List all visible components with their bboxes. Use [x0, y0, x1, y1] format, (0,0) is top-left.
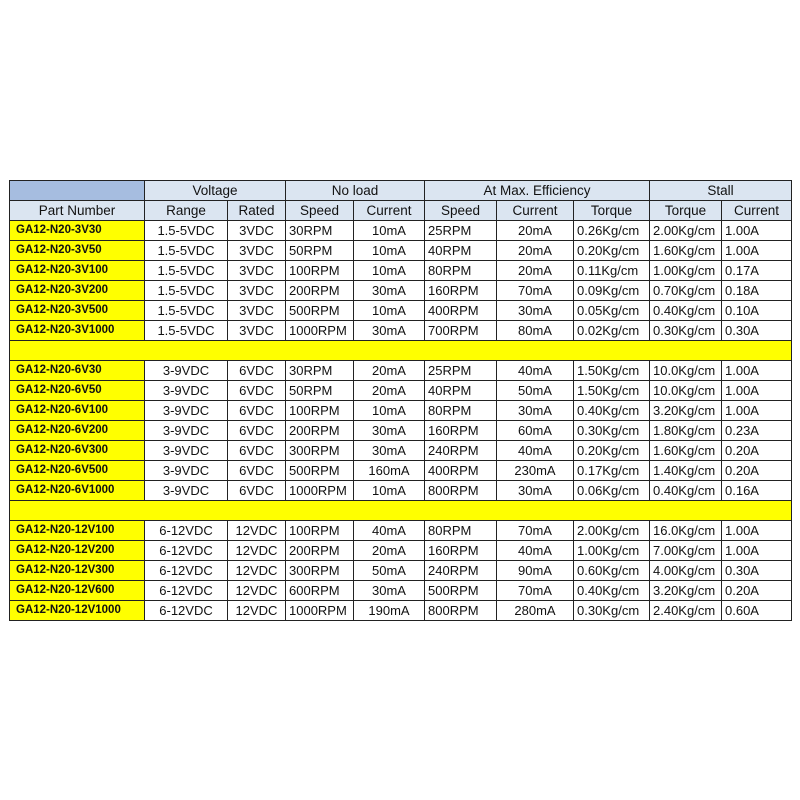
cell-rated: 12VDC: [228, 521, 286, 541]
cell-no-load-speed: 1000RPM: [286, 321, 354, 341]
header-rated: Rated: [228, 201, 286, 221]
cell-part-number: GA12-N20-6V300: [10, 441, 145, 461]
cell-eff-current: 70mA: [497, 521, 574, 541]
table-row: [10, 401, 792, 421]
cell-stall-current: 0.18A: [722, 281, 792, 301]
cell-stall-torque: 1.80Kg/cm: [650, 421, 722, 441]
cell-eff-torque: 0.26Kg/cm: [574, 221, 650, 241]
cell-eff-torque: 0.20Kg/cm: [574, 441, 650, 461]
cell-range: 6-12VDC: [145, 601, 228, 621]
header-row-groups: [10, 181, 792, 201]
cell-eff-speed: 800RPM: [425, 601, 497, 621]
cell-part-number: GA12-N20-3V500: [10, 301, 145, 321]
cell-eff-current: 60mA: [497, 421, 574, 441]
header-no-load-speed: Speed: [286, 201, 354, 221]
cell-no-load-speed: 500RPM: [286, 461, 354, 481]
cell-rated: 3VDC: [228, 221, 286, 241]
table-row: [10, 321, 792, 341]
cell-range: 3-9VDC: [145, 381, 228, 401]
cell-eff-speed: 160RPM: [425, 541, 497, 561]
cell-part-number: GA12-N20-12V1000: [10, 601, 145, 621]
cell-stall-current: 0.30A: [722, 561, 792, 581]
cell-stall-torque: 2.00Kg/cm: [650, 221, 722, 241]
cell-stall-torque: 3.20Kg/cm: [650, 401, 722, 421]
cell-range: 1.5-5VDC: [145, 301, 228, 321]
cell-no-load-speed: 30RPM: [286, 361, 354, 381]
cell-part-number: GA12-N20-12V300: [10, 561, 145, 581]
cell-part-number: GA12-N20-6V100: [10, 401, 145, 421]
cell-eff-speed: 25RPM: [425, 221, 497, 241]
header-stall-current: Current: [722, 201, 792, 221]
cell-eff-current: 50mA: [497, 381, 574, 401]
cell-range: 1.5-5VDC: [145, 221, 228, 241]
cell-stall-current: 1.00A: [722, 401, 792, 421]
cell-part-number: GA12-N20-3V1000: [10, 321, 145, 341]
cell-no-load-current: 20mA: [354, 541, 425, 561]
cell-no-load-current: 20mA: [354, 361, 425, 381]
table-row: [10, 481, 792, 501]
cell-eff-speed: 800RPM: [425, 481, 497, 501]
cell-no-load-speed: 200RPM: [286, 421, 354, 441]
cell-eff-torque: 0.40Kg/cm: [574, 401, 650, 421]
cell-eff-torque: 0.05Kg/cm: [574, 301, 650, 321]
cell-eff-speed: 40RPM: [425, 241, 497, 261]
cell-eff-current: 230mA: [497, 461, 574, 481]
cell-part-number: GA12-N20-3V30: [10, 221, 145, 241]
cell-stall-current: 0.30A: [722, 321, 792, 341]
cell-range: 6-12VDC: [145, 561, 228, 581]
cell-stall-current: 1.00A: [722, 381, 792, 401]
cell-stall-current: 0.10A: [722, 301, 792, 321]
cell-no-load-speed: 200RPM: [286, 281, 354, 301]
cell-no-load-current: 190mA: [354, 601, 425, 621]
cell-stall-current: 1.00A: [722, 541, 792, 561]
cell-eff-speed: 160RPM: [425, 281, 497, 301]
corner-cell: [10, 181, 145, 201]
cell-eff-speed: 80RPM: [425, 261, 497, 281]
cell-no-load-speed: 30RPM: [286, 221, 354, 241]
cell-stall-current: 1.00A: [722, 241, 792, 261]
cell-no-load-current: 10mA: [354, 481, 425, 501]
cell-eff-current: 90mA: [497, 561, 574, 581]
cell-stall-torque: 3.20Kg/cm: [650, 581, 722, 601]
cell-eff-current: 280mA: [497, 601, 574, 621]
cell-eff-torque: 0.09Kg/cm: [574, 281, 650, 301]
cell-eff-torque: 1.50Kg/cm: [574, 381, 650, 401]
cell-part-number: GA12-N20-12V100: [10, 521, 145, 541]
cell-no-load-current: 50mA: [354, 561, 425, 581]
cell-eff-torque: 1.00Kg/cm: [574, 541, 650, 561]
cell-no-load-speed: 1000RPM: [286, 481, 354, 501]
cell-part-number: GA12-N20-6V500: [10, 461, 145, 481]
cell-part-number: GA12-N20-6V50: [10, 381, 145, 401]
cell-range: 6-12VDC: [145, 581, 228, 601]
header-eff-speed: Speed: [425, 201, 497, 221]
cell-eff-torque: 2.00Kg/cm: [574, 521, 650, 541]
cell-range: 1.5-5VDC: [145, 241, 228, 261]
cell-range: 6-12VDC: [145, 521, 228, 541]
cell-stall-torque: 0.40Kg/cm: [650, 301, 722, 321]
cell-rated: 6VDC: [228, 401, 286, 421]
header-part-number: Part Number: [10, 201, 145, 221]
cell-rated: 12VDC: [228, 601, 286, 621]
cell-rated: 3VDC: [228, 321, 286, 341]
header-at-max-efficiency: At Max. Efficiency: [425, 181, 650, 201]
cell-eff-torque: 0.30Kg/cm: [574, 421, 650, 441]
cell-stall-current: 1.00A: [722, 221, 792, 241]
cell-part-number: GA12-N20-6V1000: [10, 481, 145, 501]
cell-range: 6-12VDC: [145, 541, 228, 561]
cell-no-load-current: 10mA: [354, 401, 425, 421]
cell-stall-torque: 10.0Kg/cm: [650, 381, 722, 401]
header-stall-torque: Torque: [650, 201, 722, 221]
cell-eff-speed: 160RPM: [425, 421, 497, 441]
cell-rated: 3VDC: [228, 281, 286, 301]
cell-stall-current: 0.20A: [722, 581, 792, 601]
cell-stall-current: 0.60A: [722, 601, 792, 621]
cell-part-number: GA12-N20-6V200: [10, 421, 145, 441]
cell-no-load-speed: 50RPM: [286, 241, 354, 261]
table-row: [10, 601, 792, 621]
cell-eff-current: 70mA: [497, 581, 574, 601]
table-row: [10, 461, 792, 481]
cell-no-load-speed: 600RPM: [286, 581, 354, 601]
cell-no-load-speed: 100RPM: [286, 401, 354, 421]
cell-eff-current: 40mA: [497, 441, 574, 461]
table-row: [10, 561, 792, 581]
cell-rated: 12VDC: [228, 581, 286, 601]
cell-stall-torque: 1.60Kg/cm: [650, 241, 722, 261]
cell-part-number: GA12-N20-12V600: [10, 581, 145, 601]
cell-eff-speed: 400RPM: [425, 461, 497, 481]
cell-rated: 6VDC: [228, 381, 286, 401]
cell-range: 3-9VDC: [145, 481, 228, 501]
cell-eff-current: 70mA: [497, 281, 574, 301]
cell-no-load-speed: 1000RPM: [286, 601, 354, 621]
cell-range: 3-9VDC: [145, 441, 228, 461]
separator-band: [10, 501, 792, 521]
table-row: [10, 581, 792, 601]
cell-stall-torque: 0.40Kg/cm: [650, 481, 722, 501]
cell-no-load-speed: 100RPM: [286, 521, 354, 541]
cell-rated: 6VDC: [228, 421, 286, 441]
cell-rated: 3VDC: [228, 261, 286, 281]
table-row: [10, 441, 792, 461]
cell-part-number: GA12-N20-6V30: [10, 361, 145, 381]
cell-range: 3-9VDC: [145, 421, 228, 441]
cell-rated: 6VDC: [228, 461, 286, 481]
header-eff-torque: Torque: [574, 201, 650, 221]
cell-no-load-current: 160mA: [354, 461, 425, 481]
cell-no-load-speed: 50RPM: [286, 381, 354, 401]
cell-eff-speed: 500RPM: [425, 581, 497, 601]
cell-part-number: GA12-N20-3V50: [10, 241, 145, 261]
table-body: [10, 181, 792, 621]
cell-no-load-current: 10mA: [354, 261, 425, 281]
cell-eff-speed: 40RPM: [425, 381, 497, 401]
cell-eff-speed: 80RPM: [425, 521, 497, 541]
cell-stall-torque: 0.70Kg/cm: [650, 281, 722, 301]
cell-stall-current: 1.00A: [722, 361, 792, 381]
cell-rated: 6VDC: [228, 361, 286, 381]
cell-part-number: GA12-N20-12V200: [10, 541, 145, 561]
cell-stall-current: 0.16A: [722, 481, 792, 501]
group-separator-row: [10, 501, 792, 521]
header-eff-current: Current: [497, 201, 574, 221]
cell-stall-torque: 1.40Kg/cm: [650, 461, 722, 481]
cell-eff-torque: 1.50Kg/cm: [574, 361, 650, 381]
cell-eff-current: 20mA: [497, 261, 574, 281]
cell-no-load-current: 30mA: [354, 441, 425, 461]
cell-range: 1.5-5VDC: [145, 281, 228, 301]
cell-no-load-current: 10mA: [354, 221, 425, 241]
table-row: [10, 261, 792, 281]
cell-eff-speed: 400RPM: [425, 301, 497, 321]
cell-stall-torque: 10.0Kg/cm: [650, 361, 722, 381]
cell-eff-torque: 0.17Kg/cm: [574, 461, 650, 481]
cell-no-load-speed: 300RPM: [286, 561, 354, 581]
header-range: Range: [145, 201, 228, 221]
cell-eff-torque: 0.30Kg/cm: [574, 601, 650, 621]
cell-rated: 3VDC: [228, 301, 286, 321]
cell-eff-torque: 0.02Kg/cm: [574, 321, 650, 341]
cell-rated: 12VDC: [228, 541, 286, 561]
cell-eff-speed: 240RPM: [425, 561, 497, 581]
cell-eff-speed: 80RPM: [425, 401, 497, 421]
cell-eff-current: 40mA: [497, 541, 574, 561]
cell-range: 3-9VDC: [145, 401, 228, 421]
cell-rated: 6VDC: [228, 481, 286, 501]
motor-spec-table: [9, 180, 792, 621]
cell-rated: 6VDC: [228, 441, 286, 461]
cell-no-load-current: 10mA: [354, 301, 425, 321]
table-row: [10, 421, 792, 441]
cell-eff-speed: 25RPM: [425, 361, 497, 381]
cell-no-load-current: 40mA: [354, 521, 425, 541]
cell-rated: 12VDC: [228, 561, 286, 581]
table-row: [10, 381, 792, 401]
cell-part-number: GA12-N20-3V100: [10, 261, 145, 281]
cell-stall-torque: 2.40Kg/cm: [650, 601, 722, 621]
cell-no-load-current: 30mA: [354, 281, 425, 301]
cell-stall-torque: 1.00Kg/cm: [650, 261, 722, 281]
table-row: [10, 521, 792, 541]
table-row: [10, 541, 792, 561]
cell-no-load-speed: 300RPM: [286, 441, 354, 461]
cell-eff-torque: 0.11Kg/cm: [574, 261, 650, 281]
cell-eff-current: 20mA: [497, 221, 574, 241]
cell-range: 1.5-5VDC: [145, 321, 228, 341]
cell-stall-torque: 0.30Kg/cm: [650, 321, 722, 341]
cell-no-load-current: 30mA: [354, 321, 425, 341]
cell-eff-current: 80mA: [497, 321, 574, 341]
cell-eff-current: 30mA: [497, 401, 574, 421]
cell-eff-torque: 0.06Kg/cm: [574, 481, 650, 501]
header-no-load: No load: [286, 181, 425, 201]
cell-no-load-current: 30mA: [354, 581, 425, 601]
cell-stall-current: 0.23A: [722, 421, 792, 441]
cell-stall-torque: 7.00Kg/cm: [650, 541, 722, 561]
cell-no-load-speed: 200RPM: [286, 541, 354, 561]
cell-no-load-speed: 500RPM: [286, 301, 354, 321]
cell-no-load-current: 10mA: [354, 241, 425, 261]
cell-part-number: GA12-N20-3V200: [10, 281, 145, 301]
cell-eff-torque: 0.20Kg/cm: [574, 241, 650, 261]
header-stall: Stall: [650, 181, 792, 201]
cell-eff-torque: 0.40Kg/cm: [574, 581, 650, 601]
cell-eff-current: 30mA: [497, 481, 574, 501]
cell-eff-speed: 240RPM: [425, 441, 497, 461]
header-no-load-current: Current: [354, 201, 425, 221]
cell-eff-torque: 0.60Kg/cm: [574, 561, 650, 581]
cell-eff-current: 20mA: [497, 241, 574, 261]
table-row: [10, 281, 792, 301]
table-row: [10, 361, 792, 381]
cell-eff-current: 30mA: [497, 301, 574, 321]
cell-eff-speed: 700RPM: [425, 321, 497, 341]
header-row-columns: [10, 201, 792, 221]
cell-stall-torque: 1.60Kg/cm: [650, 441, 722, 461]
cell-stall-current: 0.17A: [722, 261, 792, 281]
table-row: [10, 301, 792, 321]
table-row: [10, 221, 792, 241]
cell-stall-current: 1.00A: [722, 521, 792, 541]
cell-stall-torque: 4.00Kg/cm: [650, 561, 722, 581]
cell-stall-current: 0.20A: [722, 461, 792, 481]
separator-band: [10, 341, 792, 361]
cell-eff-current: 40mA: [497, 361, 574, 381]
cell-rated: 3VDC: [228, 241, 286, 261]
header-voltage: Voltage: [145, 181, 286, 201]
cell-stall-current: 0.20A: [722, 441, 792, 461]
table-row: [10, 241, 792, 261]
cell-range: 3-9VDC: [145, 461, 228, 481]
group-separator-row: [10, 341, 792, 361]
cell-no-load-current: 30mA: [354, 421, 425, 441]
cell-stall-torque: 16.0Kg/cm: [650, 521, 722, 541]
cell-no-load-speed: 100RPM: [286, 261, 354, 281]
cell-no-load-current: 20mA: [354, 381, 425, 401]
cell-range: 1.5-5VDC: [145, 261, 228, 281]
cell-range: 3-9VDC: [145, 361, 228, 381]
